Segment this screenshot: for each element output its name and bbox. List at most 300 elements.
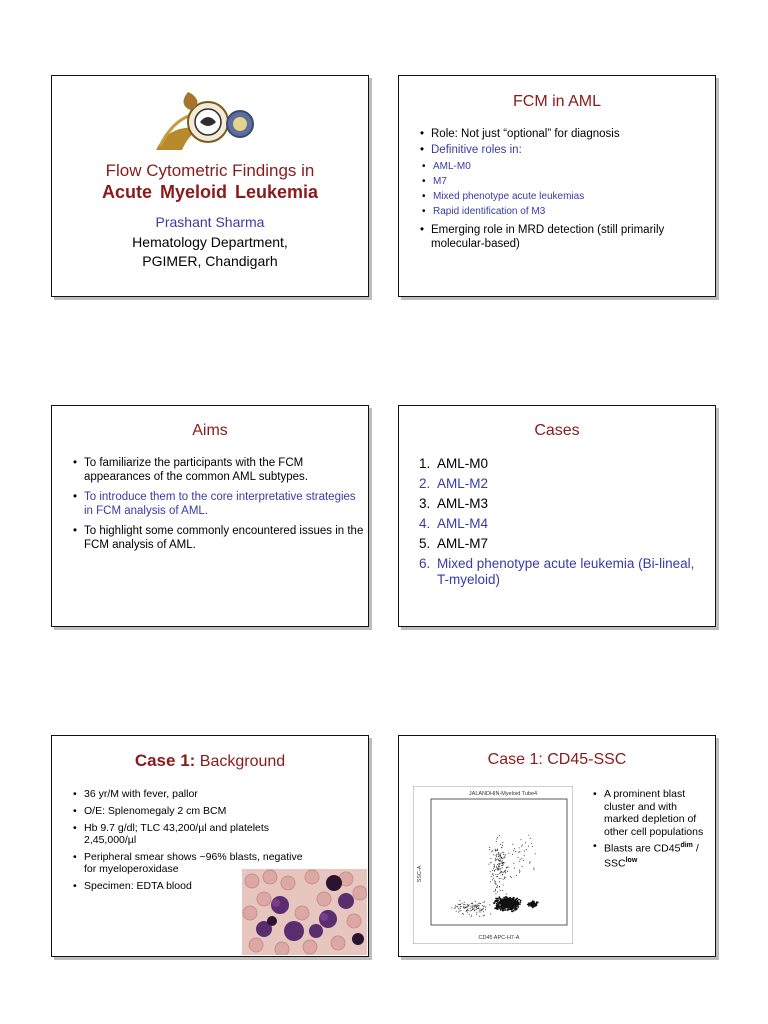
plot-event-dot xyxy=(489,847,490,848)
plot-event-dot xyxy=(514,848,515,849)
bullet-item xyxy=(604,840,712,870)
plot-event-dot xyxy=(519,861,520,862)
author-name: Prashant Sharma xyxy=(155,214,265,230)
sub-bullet-item: • Rapid identification of M3 xyxy=(433,204,706,219)
bullet-item: • Definitive roles in: xyxy=(431,143,706,157)
plot-event-dot xyxy=(501,865,502,866)
plot-event-dot xyxy=(512,897,514,899)
plot-event-dot xyxy=(497,864,498,865)
plot-event-dot xyxy=(480,910,481,911)
plot-event-dot xyxy=(495,881,496,882)
plot-event-dot xyxy=(467,904,468,905)
plot-x-label: CD45 APC-H7-A xyxy=(478,935,520,941)
plot-event-dot xyxy=(498,860,499,861)
plot-event-dot xyxy=(493,854,494,855)
plot-event-dot xyxy=(519,870,520,871)
plot-event-dot xyxy=(524,855,525,856)
plot-event-dot xyxy=(464,908,465,909)
slide-fcm-in-aml xyxy=(398,75,716,297)
plot-event-dot xyxy=(507,909,509,911)
bullet-item: • Specimen: EDTA blood xyxy=(84,880,369,892)
slide-heading xyxy=(52,751,368,771)
plot-event-dot xyxy=(472,909,473,910)
plot-event-dot xyxy=(515,851,516,852)
plot-event-dot xyxy=(499,835,500,836)
plot-event-dot xyxy=(518,852,519,853)
plot-event-dot xyxy=(520,839,521,840)
plot-event-dot xyxy=(493,875,494,876)
plot-event-dot xyxy=(504,878,505,879)
plot-event-dot xyxy=(537,902,539,904)
slide-title-line-1: Flow Cytometric Findings in xyxy=(105,161,315,180)
plot-event-dot xyxy=(471,916,472,917)
plot-event-dot xyxy=(499,863,500,864)
plot-event-dot xyxy=(535,853,536,854)
plot-event-dot xyxy=(506,907,508,909)
plot-event-dot xyxy=(484,906,485,907)
plot-event-dot xyxy=(498,898,500,900)
plot-event-dot xyxy=(499,865,500,866)
plot-event-dot xyxy=(502,874,503,875)
plot-event-dot xyxy=(463,906,464,907)
plot-event-dot xyxy=(512,854,513,855)
sub-bullet-item: • Mixed phenotype acute leukemias xyxy=(433,189,706,204)
bullet-item: • To familiarize the participants with the FCM appearances of the common AML subtypes. xyxy=(84,456,364,484)
plot-event-dot xyxy=(509,902,511,904)
plot-event-dot xyxy=(483,911,484,912)
plot-event-dot xyxy=(513,850,514,851)
plot-event-dot xyxy=(501,905,503,907)
plot-event-dot xyxy=(511,910,513,912)
case-label: AML-M4 xyxy=(437,516,489,531)
plot-event-dot xyxy=(499,873,500,874)
plot-event-dot xyxy=(522,845,523,846)
plot-event-dot xyxy=(525,842,526,843)
plot-event-dot xyxy=(492,879,493,880)
plot-event-dot xyxy=(496,884,497,885)
case-label: AML-M2 xyxy=(437,476,489,491)
plot-event-dot xyxy=(519,851,520,852)
slide-case1-cd45-ssc xyxy=(398,735,716,957)
plot-event-dot xyxy=(474,910,475,911)
plot-event-dot xyxy=(501,847,502,848)
plot-event-dot xyxy=(513,863,514,864)
plot-event-dot xyxy=(478,908,479,909)
plot-event-dot xyxy=(511,900,513,902)
plot-event-dot xyxy=(495,889,496,890)
slide-cases xyxy=(398,405,716,627)
plot-event-dot xyxy=(502,858,503,859)
plot-event-dot xyxy=(534,869,535,870)
plot-event-dot xyxy=(532,846,533,847)
plot-event-dot xyxy=(455,905,456,906)
plot-event-dot xyxy=(472,905,473,906)
plot-event-dot xyxy=(511,908,513,910)
plot-event-dot xyxy=(529,863,530,864)
plot-event-dot xyxy=(484,915,485,916)
plot-event-dot xyxy=(478,903,479,904)
plot-event-dot xyxy=(504,907,506,909)
plot-event-dot xyxy=(497,859,498,860)
plot-event-dot xyxy=(494,883,495,884)
numbered-list xyxy=(419,456,709,592)
plot-event-dot xyxy=(494,866,495,867)
case-number: 3. xyxy=(419,496,431,511)
plot-event-dot xyxy=(500,878,501,879)
plot-event-dot xyxy=(520,859,521,860)
plot-event-dot xyxy=(500,860,501,861)
plot-event-dot xyxy=(476,912,477,913)
plot-event-dot xyxy=(456,906,457,907)
plot-event-dot xyxy=(500,872,501,873)
case-item xyxy=(419,456,709,472)
case-number: 6. xyxy=(419,556,431,571)
case-item xyxy=(419,496,709,512)
plot-event-dot xyxy=(476,909,477,910)
plot-event-dot xyxy=(508,867,509,868)
plot-event-dot xyxy=(521,846,522,847)
plot-event-dot xyxy=(497,850,498,851)
plot-event-dot xyxy=(491,851,492,852)
plot-event-dot xyxy=(482,905,483,906)
plot-event-dot xyxy=(490,858,491,859)
plot-event-dot xyxy=(451,908,452,909)
plot-event-dot xyxy=(496,859,497,860)
plot-event-dot xyxy=(535,904,537,906)
plot-event-dot xyxy=(498,853,499,854)
plot-event-dot xyxy=(502,867,503,868)
plot-event-dot xyxy=(500,854,501,855)
plot-y-label: SSC-A xyxy=(417,865,423,883)
plot-event-dot xyxy=(507,871,508,872)
plot-event-dot xyxy=(526,849,527,850)
bullet-text: Blasts are CD45 xyxy=(604,842,681,855)
plot-event-dot xyxy=(514,900,516,902)
plot-event-dot xyxy=(458,912,459,913)
plot-event-dot xyxy=(472,908,473,909)
plot-event-dot xyxy=(490,871,491,872)
plot-event-dot xyxy=(495,898,497,900)
plot-event-dot xyxy=(499,887,500,888)
plot-event-dot xyxy=(503,885,504,886)
plot-event-dot xyxy=(502,852,503,853)
plot-event-dot xyxy=(494,864,495,865)
plot-event-dot xyxy=(521,858,522,859)
plot-event-dot xyxy=(496,839,497,840)
slide-title xyxy=(51,75,369,297)
plot-event-dot xyxy=(522,866,523,867)
plot-event-dot xyxy=(499,855,500,856)
case-label: AML-M3 xyxy=(437,496,489,511)
plot-event-dot xyxy=(497,868,498,869)
plot-event-dot xyxy=(504,901,506,903)
plot-event-dot xyxy=(518,857,519,858)
bullet-list xyxy=(604,788,712,872)
plot-event-dot xyxy=(476,907,477,908)
plot-event-dot xyxy=(479,903,480,904)
plot-event-dot xyxy=(501,872,502,873)
case-number: 5. xyxy=(419,536,431,551)
plot-event-dot xyxy=(497,837,498,838)
plot-event-dot xyxy=(483,908,484,909)
plot-event-dot xyxy=(476,906,477,907)
plot-event-dot xyxy=(493,878,494,879)
plot-event-dot xyxy=(497,885,498,886)
plot-event-dot xyxy=(490,881,491,882)
plot-event-dot xyxy=(489,864,490,865)
plot-event-dot xyxy=(475,901,476,902)
case-label: AML-M0 xyxy=(437,456,489,471)
bullet-item: • Role: Not just “optional” for diagnosis xyxy=(431,127,706,141)
plot-event-dot xyxy=(498,852,499,853)
plot-event-dot xyxy=(479,910,480,911)
sub-bullet-list xyxy=(431,159,706,219)
plot-event-dot xyxy=(519,872,520,873)
plot-event-dot xyxy=(506,894,507,895)
plot-event-dot xyxy=(506,899,508,901)
plot-event-dot xyxy=(500,890,501,891)
plot-event-dot xyxy=(499,878,500,879)
plot-event-dot xyxy=(466,910,467,911)
plot-event-dot xyxy=(463,904,464,905)
plot-event-dot xyxy=(477,908,478,909)
case-item xyxy=(419,536,709,552)
plot-event-dot xyxy=(502,863,503,864)
plot-event-dot xyxy=(491,876,492,877)
plot-event-dot xyxy=(498,874,499,875)
plot-event-dot xyxy=(514,909,516,911)
plot-event-dot xyxy=(503,858,504,859)
plot-event-dot xyxy=(462,913,463,914)
plot-event-dot xyxy=(498,896,500,898)
plot-event-dot xyxy=(507,867,508,868)
plot-event-dot xyxy=(500,868,501,869)
plot-event-dot xyxy=(474,908,475,909)
plot-event-dot xyxy=(460,908,461,909)
plot-event-dot xyxy=(479,916,480,917)
plot-event-dot xyxy=(503,854,504,855)
plot-event-dot xyxy=(479,905,480,906)
plot-event-dot xyxy=(503,872,504,873)
plot-event-dot xyxy=(500,856,501,857)
plot-event-dot xyxy=(496,866,497,867)
plot-event-dot xyxy=(511,877,512,878)
sub-bullet-item: • AML-M0 xyxy=(433,159,706,174)
superscript-dim: dim xyxy=(680,842,693,849)
plot-event-dot xyxy=(471,910,472,911)
plot-event-dot xyxy=(517,901,519,903)
bullet-item: • 36 yr/M with fever, pallor xyxy=(84,788,369,800)
plot-event-dot xyxy=(499,858,500,859)
plot-event-dot xyxy=(502,845,503,846)
plot-event-dot xyxy=(497,891,498,892)
plot-event-dot xyxy=(533,868,534,869)
plot-event-dot xyxy=(524,851,525,852)
plot-event-dot xyxy=(531,904,533,906)
plot-event-dot xyxy=(483,906,484,907)
plot-event-dot xyxy=(516,903,518,905)
plot-event-dot xyxy=(478,906,479,907)
plot-event-dot xyxy=(466,911,467,912)
sub-bullet-item: • M7 xyxy=(433,174,706,189)
slide-aims xyxy=(51,405,369,627)
plot-event-dot xyxy=(496,854,497,855)
bullet-item: • Peripheral smear shows ~96% blasts, negative for myeloperoxidase xyxy=(84,851,314,875)
plot-event-dot xyxy=(523,860,524,861)
bullet-item: • O/E: Splenomegaly 2 cm BCM xyxy=(84,805,369,817)
department: Hematology Department, xyxy=(132,234,288,250)
plot-event-dot xyxy=(516,905,518,907)
plot-event-dot xyxy=(470,908,471,909)
plot-event-dot xyxy=(502,862,503,863)
slide-title-line-2: Acute Myeloid Leukemia xyxy=(101,182,319,202)
plot-event-dot xyxy=(497,908,499,910)
case-number: 4. xyxy=(419,516,431,531)
plot-event-dot xyxy=(530,838,531,839)
plot-event-dot xyxy=(481,910,482,911)
plot-event-dot xyxy=(470,911,471,912)
plot-event-dot xyxy=(465,907,466,908)
plot-event-dot xyxy=(495,874,496,875)
plot-event-dot xyxy=(494,891,495,892)
plot-event-dot xyxy=(495,869,496,870)
plot-event-dot xyxy=(483,902,484,903)
plot-event-dot xyxy=(495,893,496,894)
plot-event-dot xyxy=(495,858,496,859)
bullet-item: • To introduce them to the core interpretative strategies in FCM analysis of AML. xyxy=(84,490,364,518)
plot-event-dot xyxy=(499,867,500,868)
plot-event-dot xyxy=(502,901,504,903)
slide-heading: Case 1: CD45-SSC xyxy=(487,751,627,768)
plot-event-dot xyxy=(460,910,461,911)
plot-event-dot xyxy=(464,902,465,903)
plot-event-dot xyxy=(489,904,490,905)
plot-event-dot xyxy=(529,903,531,905)
plot-event-dot xyxy=(501,857,502,858)
plot-event-dot xyxy=(455,907,456,908)
plot-event-dot xyxy=(500,853,501,854)
plot-event-dot xyxy=(492,850,493,851)
plot-event-dot xyxy=(464,904,465,905)
plot-event-dot xyxy=(519,847,520,848)
plot-event-dot xyxy=(505,872,506,873)
plot-event-dot xyxy=(472,907,473,908)
plot-event-dot xyxy=(472,903,473,904)
plot-event-dot xyxy=(505,870,506,871)
bullet-list xyxy=(431,127,706,253)
plot-event-dot xyxy=(532,902,534,904)
plot-event-dot xyxy=(495,890,496,891)
plot-event-dot xyxy=(505,909,507,911)
plot-event-dot xyxy=(528,835,529,836)
bullet-item: • A prominent blast cluster and with marked depletion of other cell populations xyxy=(604,788,712,838)
plot-event-dot xyxy=(484,901,485,902)
bullet-text: / SSC xyxy=(604,842,699,870)
plot-event-dot xyxy=(502,860,503,861)
plot-event-dot xyxy=(496,855,497,856)
plot-event-dot xyxy=(501,863,502,864)
plot-event-dot xyxy=(502,842,503,843)
plot-event-dot xyxy=(508,900,510,902)
plot-event-dot xyxy=(494,901,496,903)
plot-event-dot xyxy=(470,906,471,907)
plot-event-dot xyxy=(505,856,506,857)
plot-event-dot xyxy=(505,854,506,855)
plot-event-dot xyxy=(490,914,491,915)
plot-event-dot xyxy=(516,875,517,876)
plot-event-dot xyxy=(481,909,482,910)
plot-event-dot xyxy=(497,904,499,906)
plot-event-dot xyxy=(459,911,460,912)
case-item xyxy=(419,476,709,492)
plot-event-dot xyxy=(531,843,532,844)
plot-event-dot xyxy=(497,876,498,877)
plot-event-dot xyxy=(471,915,472,916)
plot-event-dot xyxy=(508,853,509,854)
plot-event-dot xyxy=(512,844,513,845)
cd45-ssc-dot-plot xyxy=(413,786,573,944)
plot-title: JALANDHIN-Myeloid Tube4 xyxy=(468,791,538,797)
case-item xyxy=(419,556,709,588)
plot-event-dot xyxy=(483,915,484,916)
plot-event-dot xyxy=(533,904,535,906)
bullet-item: • To highlight some commonly encountered issues in the FCM analysis of AML. xyxy=(84,524,364,552)
slide-case1-background xyxy=(51,735,369,957)
heading-case: Case 1: xyxy=(134,751,196,770)
plot-event-dot xyxy=(501,871,502,872)
plot-event-dot xyxy=(490,862,491,863)
plot-event-dot xyxy=(485,909,486,910)
plot-event-dot xyxy=(495,851,496,852)
plot-event-dot xyxy=(485,907,486,908)
plot-event-dot xyxy=(530,862,531,863)
plot-event-dot xyxy=(474,905,475,906)
institution: PGIMER, Chandigarh xyxy=(142,253,278,269)
plot-event-dot xyxy=(505,877,506,878)
bullet-list xyxy=(84,456,364,558)
plot-event-dot xyxy=(494,880,495,881)
plot-event-dot xyxy=(496,903,498,905)
plot-event-dot xyxy=(467,909,468,910)
plot-event-dot xyxy=(518,899,520,901)
plot-event-dot xyxy=(496,841,497,842)
plot-event-dot xyxy=(458,904,459,905)
plot-event-dot xyxy=(512,906,514,908)
plot-event-dot xyxy=(463,914,464,915)
heading-topic: Background xyxy=(199,753,286,770)
plot-event-dot xyxy=(510,876,511,877)
plot-event-dot xyxy=(502,890,503,891)
plot-event-dot xyxy=(499,881,500,882)
plot-event-dot xyxy=(495,849,496,850)
plot-event-dot xyxy=(454,908,455,909)
plot-event-dot xyxy=(501,908,503,910)
plot-event-dot xyxy=(503,852,504,853)
plot-event-dot xyxy=(508,904,510,906)
plot-event-dot xyxy=(500,869,501,870)
plot-event-dot xyxy=(533,906,535,908)
bullet-item: • Emerging role in MRD detection (still primarily molecular-based) xyxy=(431,223,706,251)
case-number: 2. xyxy=(419,476,431,491)
plot-event-dot xyxy=(478,905,479,906)
plot-event-dot xyxy=(480,909,481,910)
plot-event-dot xyxy=(500,861,501,862)
slide-heading: Aims xyxy=(192,422,228,439)
institute-logo xyxy=(148,84,260,156)
blood-smear-image xyxy=(242,869,367,955)
plot-event-dot xyxy=(456,911,457,912)
plot-event-dot xyxy=(460,904,461,905)
